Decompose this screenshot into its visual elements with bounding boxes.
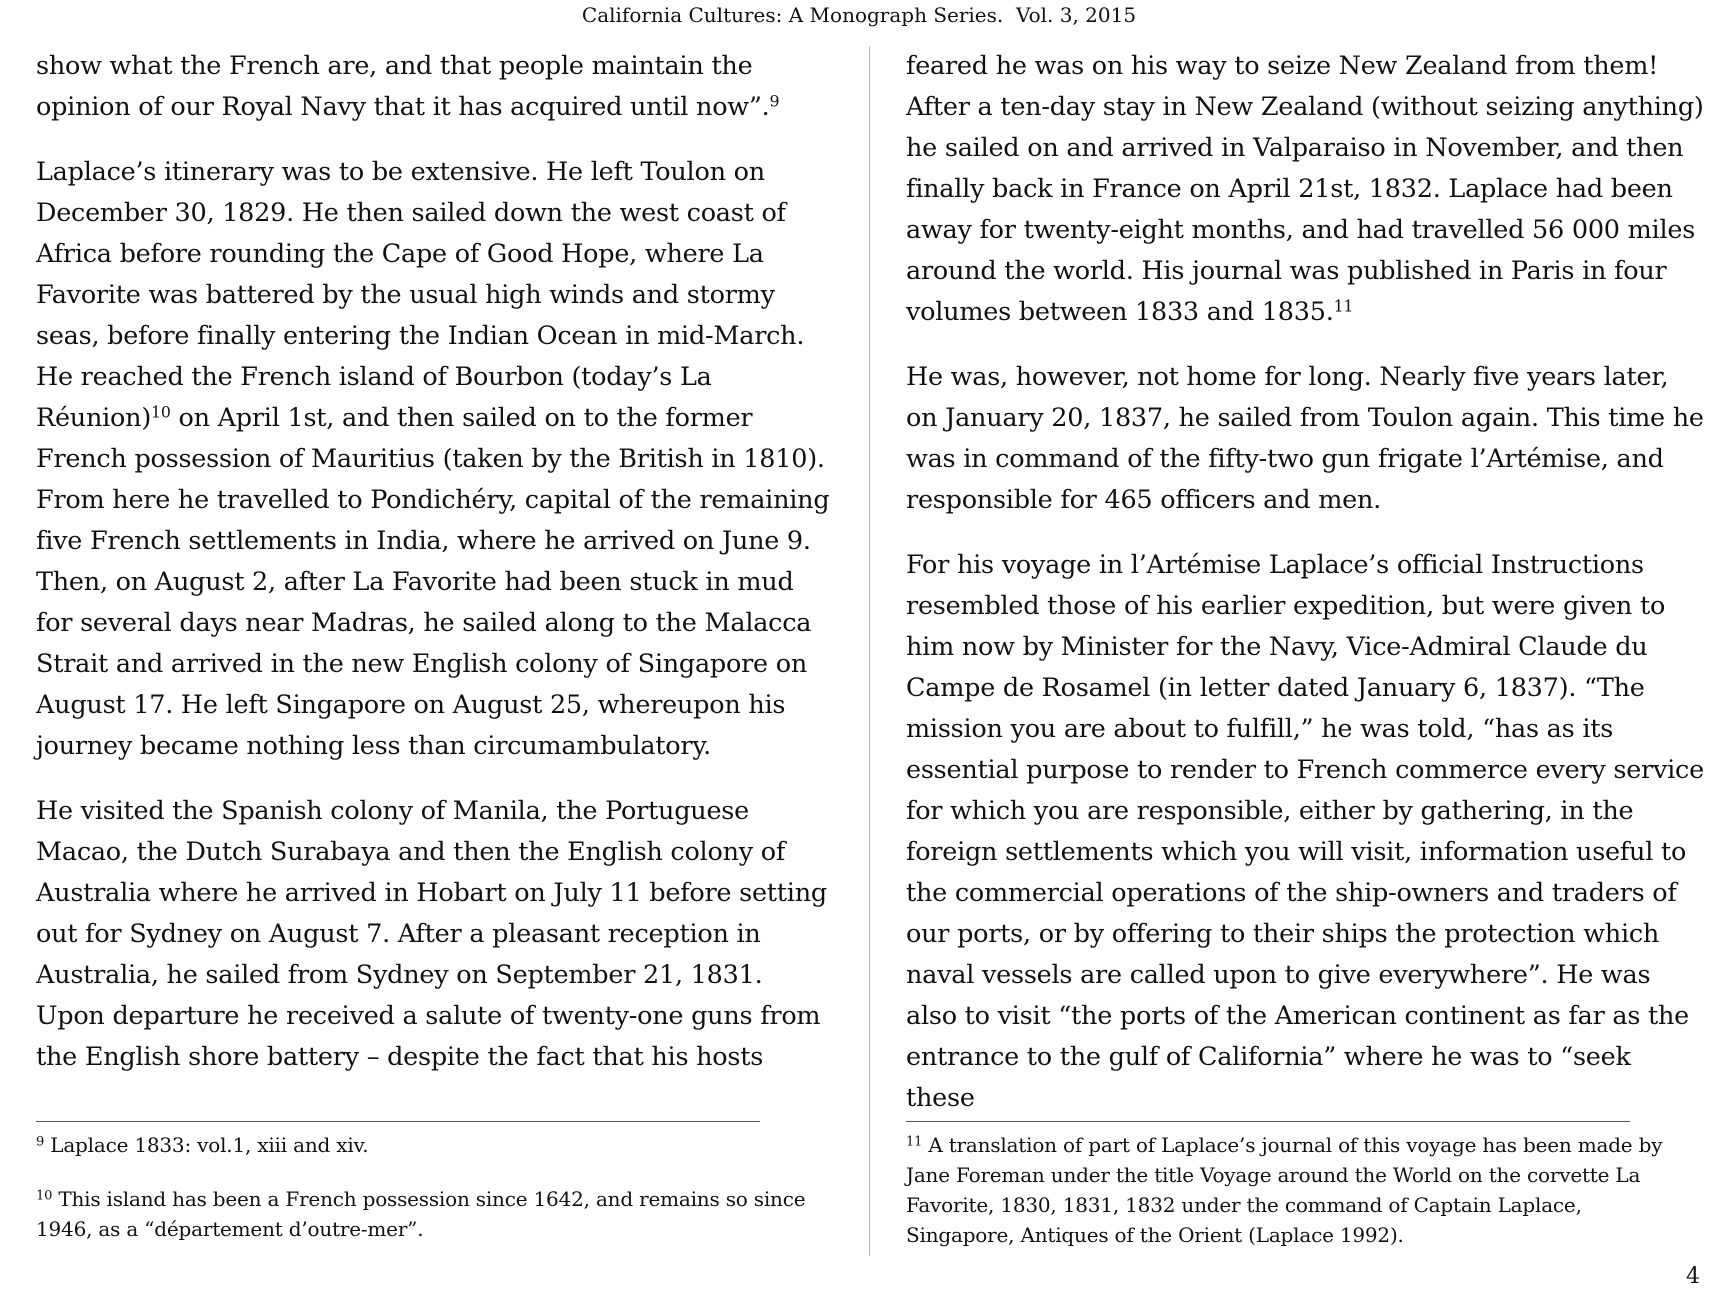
footnote-number: 10 — [36, 1188, 53, 1204]
footnote-rule-left — [36, 1121, 760, 1122]
paragraph-text: on April 1st, and then sailed on to the former French possession of Mauritius (taken by the British in 1810). From here he travelled to Pondichéry, capital of the remaining five French settlements in India, where he arrived on June 9. Then, on August 2, after La Favorite had been stuck in mud for several days near Madras, he sailed along to the Malacca Strait and arrived in the new English colony of Singapore on August 17. He left Singapore on August 25, whereupon his journey became nothing less than circumambulatory. — [36, 403, 830, 761]
paragraph-left-3: He visited the Spanish colony of Manila, the Portuguese Macao, the Dutch Surabaya and then the English colony of Australia where he arrived in Hobart on July 11 before setting out for Sydney on August 7. After a pleasant reception in Australia, he sailed from Sydney on September 21, 1831. Upon departure he received a salute of twenty-one guns from the English shore battery – despite the fact that his hosts — [36, 796, 827, 1072]
footnotes-right — [906, 1130, 1696, 1274]
footnote-text: Laplace 1833: vol.1, xiii and xiv. — [44, 1133, 369, 1157]
footnote-ref-9[interactable]: 9 — [769, 91, 780, 111]
column-divider — [869, 46, 870, 1256]
footnote-ref-11[interactable]: 11 — [1333, 296, 1354, 316]
footnote-10 — [36, 1184, 826, 1244]
paragraph-left-1 — [36, 46, 836, 128]
paragraph-text: feared he was on his way to seize New Zealand from them! After a ten-day stay in New Zealand (without seizing anything) he sailed on and arrived in Valparaiso in November, and then finally back in France on April 21st, 1832. Laplace had been away for twenty-eight months, and had travelled 56 000 miles around the world. His journal was published in Paris in four volumes between 1833 and 1835. — [906, 51, 1704, 327]
footnote-11 — [906, 1130, 1696, 1250]
paragraph-right-3: For his voyage in l’Artémise Laplace’s official Instructions resembled those of his earlier expedition, but were given to him now by Minister for the Navy, Vice-Admiral Claude du Campe de Rosamel (in letter dated January 6, 1837). “The mission you are about to fulfill,” he was told, “has as its essential purpose to render to French commerce every service for which you are responsible, either by gathering, in the foreign settlements which you will visit, information useful to the commercial operations of the ship-owners and traders of our ports, or by offering to their ships the protection which naval vessels are called upon to give everywhere”. He was also to visit “the ports of the American continent as far as the entrance to the gulf of California” where he was to “seek these — [906, 550, 1704, 1113]
footnote-rule-right — [906, 1121, 1630, 1122]
paragraph-text: Laplace’s itinerary was to be extensive. He left Toulon on December 30, 1829. He then sailed down the west coast of Africa before rounding the Cape of Good Hope, where La Favorite was battered by the usual high winds and stormy seas, before finally entering the Indian Ocean in mid-March. — [36, 157, 805, 351]
paragraph-right-1 — [906, 46, 1706, 333]
footnote-text: This island has been a French possession since 1642, and remains so since 1946, as a “département d’outre-mer”. — [36, 1187, 806, 1241]
paragraph-text: show what the French are, and that people maintain the opinion of our Royal Navy that it has acquired until now”. — [36, 51, 770, 122]
footnote-number: 11 — [906, 1134, 923, 1150]
footnote-number: 9 — [36, 1134, 45, 1150]
page-number: 4 — [1686, 1264, 1700, 1289]
paragraph-text: He reached the French island of Bourbon (today’s La Réunion) — [36, 362, 712, 433]
left-column — [36, 46, 836, 1102]
footnote-ref-10[interactable]: 10 — [151, 402, 171, 422]
paragraph-right-2: He was, however, not home for long. Nearly five years later, on January 20, 1837, he sailed from Toulon again. This time he was in command of the fifty-two gun frigate l’Artémise, and responsible for 465 officers and men. — [906, 362, 1704, 515]
footnote-text: A translation of part of Laplace’s journal of this voyage has been made by Jane Foreman under the title Voyage around the World on the corvette La Favorite, 1830, 1831, 1832 under the command of Captain Laplace, Singapore, Antiques of the Orient (Laplace 1992). — [906, 1133, 1663, 1247]
right-column — [906, 46, 1706, 1143]
running-header: California Cultures: A Monograph Series. Vol. 3, 2015 — [581, 3, 1137, 27]
paragraph-left-2 — [36, 152, 836, 767]
footnotes-left — [36, 1130, 826, 1268]
footnote-9 — [36, 1130, 826, 1160]
